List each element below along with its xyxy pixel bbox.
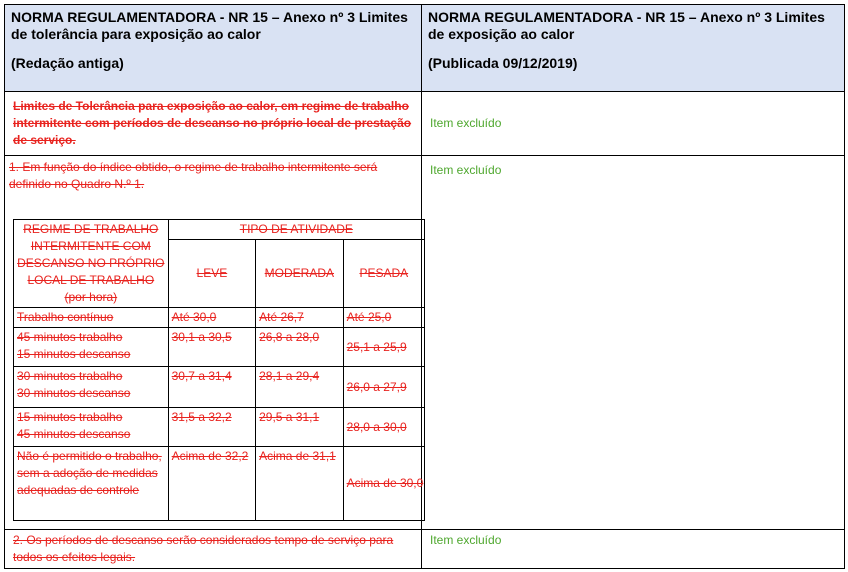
regime-cell: Não é permitido o trabalho, sem a adoção de medidas adequadas de controle	[14, 447, 169, 521]
col-leve-header: LEVE	[168, 240, 255, 308]
regime-cell	[14, 328, 169, 367]
row3-new-text: Item excluído	[430, 533, 502, 547]
comparison-table	[4, 4, 845, 569]
row2-new-cell	[422, 156, 845, 530]
col-moderada-header: MODERADA	[256, 240, 343, 308]
regime-cell	[14, 408, 169, 447]
pesada-cell: 25,1 a 25,9	[343, 328, 424, 367]
row1-new-cell	[422, 92, 845, 156]
pesada-cell: 26,0 a 27,9	[343, 367, 424, 408]
header-new	[422, 5, 845, 92]
table-row	[14, 447, 425, 521]
header-new-title: NORMA REGULAMENTADORA - NR 15 – Anexo nº 3 Limites de exposição ao calor	[428, 9, 825, 42]
regime-work: 30 minutos trabalho	[17, 369, 123, 383]
quadro-1-table	[13, 219, 425, 521]
group-header-tipo-atividade: TIPO DE ATIVIDADE	[168, 220, 424, 240]
pesada-cell: Até 25,0	[343, 308, 424, 328]
row1-old-text: Limites de Tolerância para exposição ao calor, em regime de trabalho intermitente com períodos de descanso no próprio local de prestação de serviço.	[13, 99, 412, 147]
row1-old-cell	[5, 92, 422, 156]
col-regime-header: REGIME DE TRABALHO INTERMITENTE COM DESCANSO NO PRÓPRIO LOCAL DE TRABALHO (por hora)	[14, 220, 169, 308]
table-row	[14, 367, 425, 408]
row2-old-text: 1. Em função do índice obtido, o regime de trabalho intermitente será definido no Quadro N.º 1.	[9, 160, 378, 191]
moderada-cell: 29,5 a 31,1	[256, 408, 343, 447]
header-old-title: NORMA REGULAMENTADORA - NR 15 – Anexo nº 3 Limites de tolerância para exposição ao calor	[11, 9, 408, 42]
table-row	[14, 408, 425, 447]
leve-cell: 30,7 a 31,4	[168, 367, 255, 408]
table-row	[14, 328, 425, 367]
leve-cell: 31,5 a 32,2	[168, 408, 255, 447]
table-row	[14, 308, 425, 328]
regime-cell: Trabalho contínuo	[14, 308, 169, 328]
row2-new-text: Item excluído	[430, 163, 502, 177]
leve-cell: Até 30,0	[168, 308, 255, 328]
regime-work: 45 minutos trabalho	[17, 330, 123, 344]
moderada-cell: 28,1 a 29,4	[256, 367, 343, 408]
regime-rest: 45 minutos descanso	[17, 427, 131, 441]
regime-rest: 30 minutos descanso	[17, 386, 131, 400]
moderada-cell: Até 26,7	[256, 308, 343, 328]
leve-cell: Acima de 32,2	[168, 447, 255, 521]
regime-cell	[14, 367, 169, 408]
row3-new-cell	[422, 530, 845, 569]
header-new-subtitle: (Publicada 09/12/2019)	[428, 55, 578, 71]
row2-old-cell	[5, 156, 422, 530]
regime-rest: 15 minutos descanso	[17, 347, 131, 361]
row1-new-text: Item excluído	[430, 116, 502, 130]
moderada-cell: Acima de 31,1	[256, 447, 343, 521]
row3-old-cell	[5, 530, 422, 569]
leve-cell: 30,1 a 30,5	[168, 328, 255, 367]
header-old-subtitle: (Redação antiga)	[11, 55, 124, 71]
row3-old-text: 2. Os períodos de descanso serão considerados tempo de serviço para todos os efeitos legais.	[13, 533, 394, 564]
col-pesada-header: PESADA	[343, 240, 424, 308]
pesada-cell: Acima de 30,0	[343, 447, 424, 521]
pesada-cell: 28,0 a 30,0	[343, 408, 424, 447]
header-old	[5, 5, 422, 92]
regime-work: 15 minutos trabalho	[17, 410, 123, 424]
moderada-cell: 26,8 a 28,0	[256, 328, 343, 367]
